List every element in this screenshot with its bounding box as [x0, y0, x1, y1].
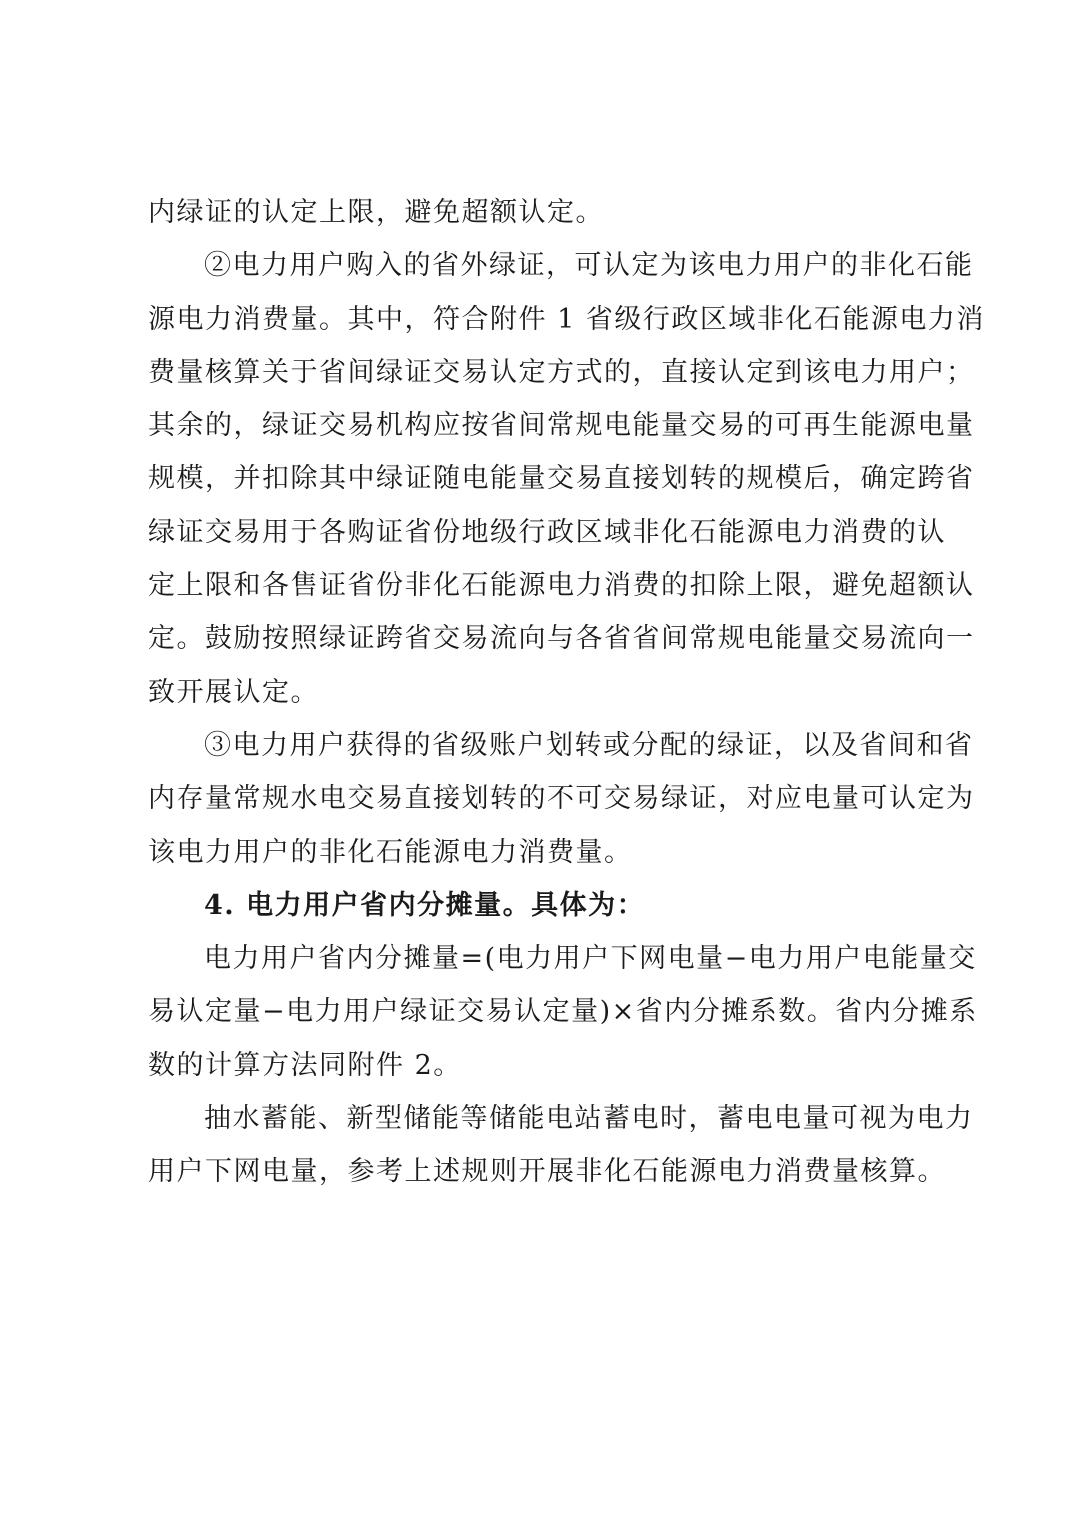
text-line: 定。鼓励按照绿证跨省交易流向与各省省间常规电能量交易流向一	[148, 623, 975, 655]
text-line: 其余的，绿证交易机构应按省间常规电能量交易的可再生能源电量	[148, 410, 975, 442]
text-line: ③电力用户获得的省级账户划转或分配的绿证，以及省间和省	[204, 729, 974, 761]
text-line: 规模，并扣除其中绿证随电能量交易直接划转的规模后，确定跨省	[148, 463, 975, 495]
text-line: 费量核算关于省间绿证交易认定方式的，直接认定到该电力用户；	[148, 356, 975, 388]
text-line: 内绿证的认定上限，避免超额认定。	[148, 197, 604, 228]
text-line: 绿证交易用于各购证省份地级行政区域非化石能源电力消费的认	[148, 516, 946, 548]
section-heading	[148, 879, 932, 932]
paragraph-energy-storage	[148, 1092, 974, 1199]
document-body	[148, 186, 985, 1199]
text-line: 电力用户省内分摊量=(电力用户下网电量−电力用户电能量交	[204, 943, 977, 975]
paragraph-provincial-account-certificates	[148, 719, 975, 879]
text-line: 易认定量−电力用户绿证交易认定量)×省内分摊系数。省内分摊系	[148, 996, 978, 1028]
text-line: 数的计算方法同附件 2。	[148, 1049, 462, 1081]
text-line: ②电力用户购入的省外绿证，可认定为该电力用户的非化石能	[204, 250, 974, 282]
text-line: 致开展认定。	[148, 676, 319, 708]
text-line: 定上限和各售证省份非化石能源电力消费的扣除上限，避免超额认	[148, 570, 975, 602]
paragraph-out-of-province-certificates	[148, 239, 985, 719]
text-line: 源电力消费量。其中，符合附件 1 省级行政区域非化石能源电力消	[148, 303, 985, 335]
text-line: 内存量常规水电交易直接划转的不可交易绿证，对应电量可认定为	[148, 783, 975, 815]
text-line: 抽水蓄能、新型储能等储能电站蓄电时，蓄电电量可视为电力	[204, 1103, 974, 1135]
text-line: 用户下网电量，参考上述规则开展非化石能源电力消费量核算。	[148, 1156, 946, 1188]
text-line: 该电力用户的非化石能源电力消费量。	[148, 836, 633, 868]
heading-line: 4. 电力用户省内分摊量。具体为：	[204, 889, 646, 921]
paragraph-continuation	[148, 186, 932, 239]
paragraph-allocation-formula	[148, 932, 978, 1092]
